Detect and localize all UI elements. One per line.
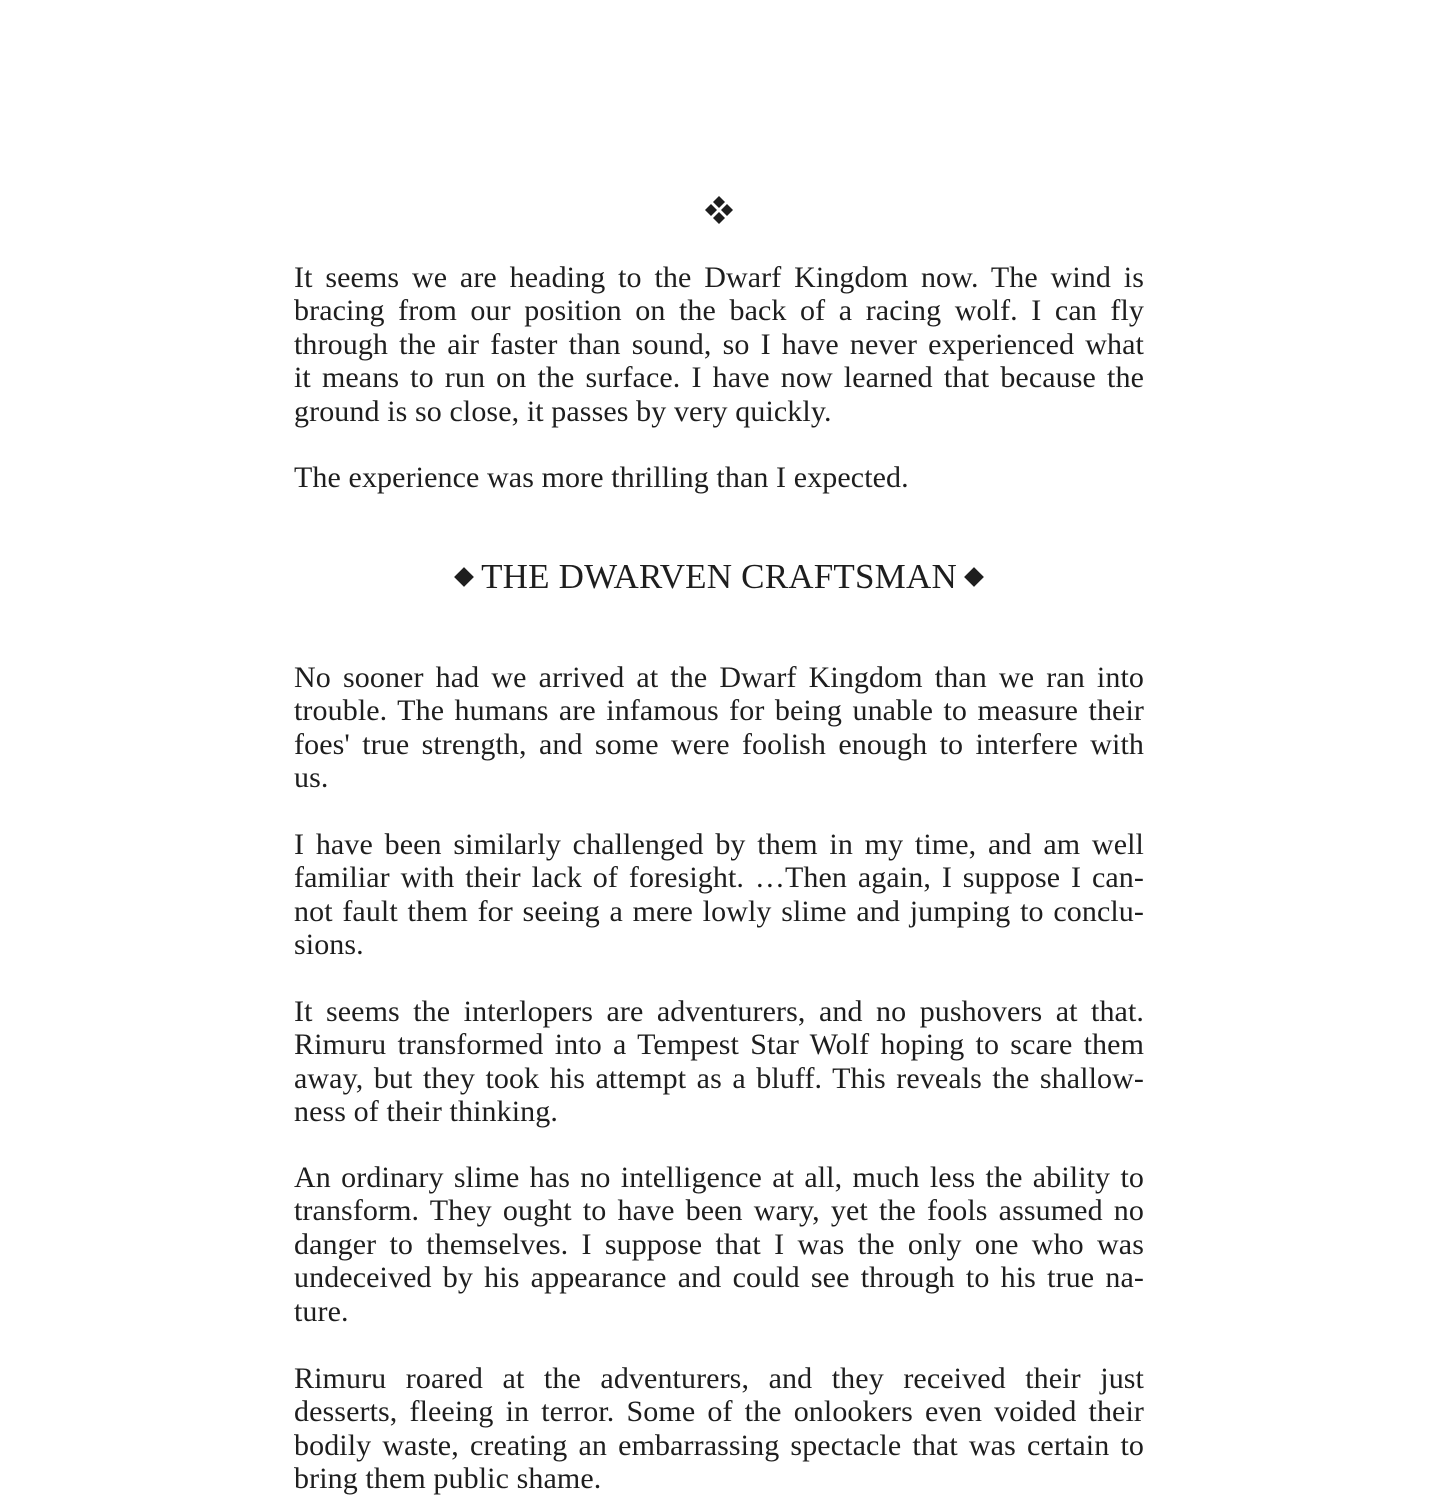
- text-line: Rimuru roared at the adventurers, and they received their just: [294, 1362, 1144, 1395]
- text-line: undeceived by his appearance and could see through to his true na-: [294, 1261, 1144, 1295]
- text-line: familiar with their lack of foresight. …Then again, I suppose I can-: [294, 861, 1144, 895]
- text-line: trouble. The humans are infamous for being unable to measure their: [294, 694, 1144, 728]
- paragraph-ordinary-slime: [294, 1161, 1144, 1328]
- paragraph-rimuru-roared: [294, 1362, 1144, 1496]
- section-title: THE DWARVEN CRAFTSMAN: [481, 557, 957, 596]
- text-line: I have been similarly challenged by them in my time, and am well: [294, 828, 1144, 861]
- text-line: Rimuru transformed into a Tempest Star Wolf hoping to scare them: [294, 1028, 1144, 1062]
- text-line: ground is so close, it passes by very quickly.: [294, 394, 832, 428]
- text-line: It seems the interlopers are adventurers, and no pushovers at that.: [294, 995, 1144, 1028]
- paragraph-interlopers: [294, 995, 1144, 1129]
- text-line: through the air faster than sound, so I have never experienced what: [294, 327, 1144, 361]
- text-line: desserts, fleeing in terror. Some of the onlookers even voided their: [294, 1395, 1144, 1429]
- text-line: The experience was more thrilling than I expected.: [294, 461, 909, 494]
- text-line: It seems we are heading to the Dwarf Kingdom now. The wind is: [294, 261, 1144, 294]
- text-line: us.: [294, 761, 329, 795]
- text-line: ness of their thinking.: [294, 1095, 558, 1129]
- text-line: danger to themselves. I suppose that I was the only one who was: [294, 1227, 1144, 1261]
- book-page: [294, 0, 1144, 1500]
- text-line: foes' true strength, and some were foolish enough to interfere with: [294, 727, 1144, 761]
- text-line: it means to run on the surface. I have now learned that because the: [294, 361, 1144, 395]
- section-heading: [294, 556, 1144, 598]
- text-line: bring them public shame.: [294, 1462, 602, 1496]
- paragraph-similarly-challenged: [294, 828, 1144, 962]
- paragraph-dwarf-kingdom-journey: [294, 261, 1144, 428]
- text-line: An ordinary slime has no intelligence at all, much less the ability to: [294, 1161, 1144, 1194]
- text-line: bracing from our position on the back of a racing wolf. I can fly: [294, 294, 1144, 328]
- diamond-icon: [454, 567, 474, 587]
- text-line: No sooner had we arrived at the Dwarf Kingdom than we ran into: [294, 661, 1144, 694]
- text-line: away, but they took his attempt as a bluff. This reveals the shallow-: [294, 1061, 1144, 1095]
- text-line: transform. They ought to have been wary, yet the fools assumed no: [294, 1194, 1144, 1228]
- paragraph-thrilling-experience: [294, 461, 1144, 494]
- ornament-svg: [704, 196, 734, 224]
- text-line: not fault them for seeing a mere lowly slime and jumping to conclu-: [294, 894, 1144, 928]
- text-line: sions.: [294, 928, 364, 962]
- text-line: bodily waste, creating an embarrassing spectacle that was certain to: [294, 1428, 1144, 1462]
- diamond-icon: [964, 567, 984, 587]
- text-line: ture.: [294, 1294, 349, 1328]
- four-diamond-ornament-icon: [294, 196, 1144, 224]
- paragraph-arrival-trouble: [294, 661, 1144, 795]
